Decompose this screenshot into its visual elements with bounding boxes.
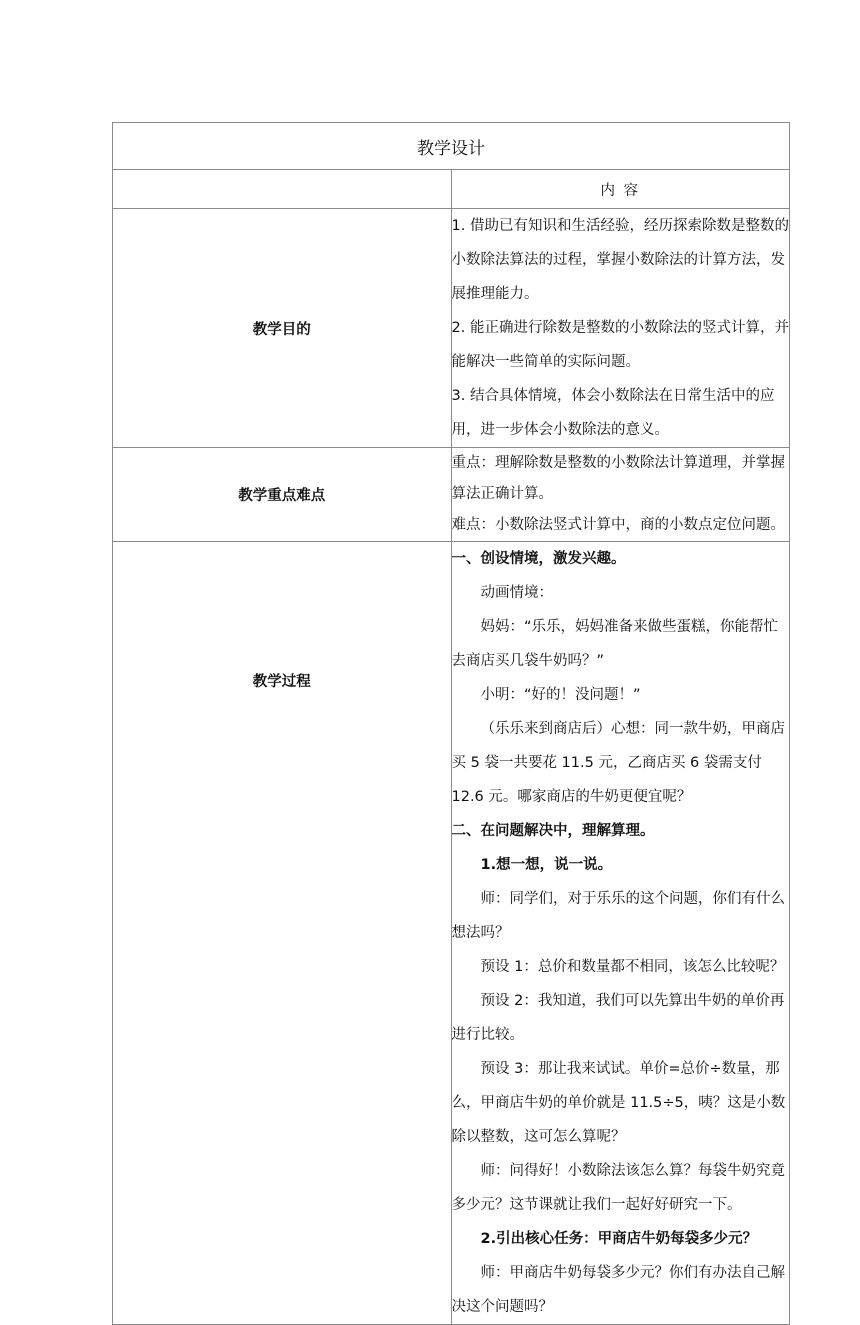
preset-answer: 预设 2：我知道，我们可以先算出牛奶的单价再进行比较。 xyxy=(451,993,785,1043)
difficulty-line: 难点：小数除法竖式计算中，商的小数点定位问题。 xyxy=(451,517,785,533)
table-title: 教学设计 xyxy=(113,123,790,170)
key-points-content xyxy=(451,448,790,542)
key-point-line: 重点：理解除数是整数的小数除法计算道理，并掌握算法正确计算。 xyxy=(451,455,785,502)
teacher-response: 师：问得好！小数除法该怎么算？每袋牛奶究竟多少元？这节课就让我们一起好好研究一下。 xyxy=(451,1163,785,1213)
lesson-plan-table xyxy=(112,122,790,1325)
xiaoming-dialogue: 小明：“好的！没问题！” xyxy=(480,687,641,703)
process-row xyxy=(113,542,790,1325)
header-empty-cell xyxy=(113,170,452,209)
teacher-question: 师：甲商店牛奶每袋多少元？你们有办法自己解决这个问题吗？ xyxy=(451,1265,785,1315)
objectives-label: 教学目的 xyxy=(113,209,452,448)
process-label xyxy=(113,542,452,1325)
process-content xyxy=(451,542,790,1325)
section1-heading: 一、创设情境，激发兴趣。 xyxy=(451,551,626,567)
teacher-question: 师：同学们，对于乐乐的这个问题，你们有什么想法吗？ xyxy=(451,891,785,941)
content-header: 内 容 xyxy=(451,170,790,209)
process-label-text: 教学过程 xyxy=(252,674,311,690)
key-points-row xyxy=(113,448,790,542)
title-row xyxy=(113,123,790,170)
objective-item: 3. 结合具体情境，体会小数除法在日常生活中的应用，进一步体会小数除法的意义。 xyxy=(451,388,775,438)
mom-dialogue: 妈妈：“乐乐，妈妈准备来做些蛋糕，你能帮忙去商店买几袋牛奶吗？” xyxy=(451,619,779,669)
scene-label: 动画情境： xyxy=(480,585,553,601)
section2-heading: 二、在问题解决中，理解算理。 xyxy=(451,823,655,839)
objective-item: 2. 能正确进行除数是整数的小数除法的竖式计算，并能解决一些简单的实际问题。 xyxy=(451,320,789,370)
thought-paragraph: （乐乐来到商店后）心想：同一款牛奶，甲商店买 5 袋一共要花 11.5 元，乙商店买 6 袋需支付 12.6 元。哪家商店的牛奶更便宜呢？ xyxy=(451,721,785,805)
key-points-label: 教学重点难点 xyxy=(113,448,452,542)
preset-answer: 预设 1：总价和数量都不相同，该怎么比较呢？ xyxy=(480,959,785,975)
preset-answer: 预设 3：那让我来试试。单价=总价÷数量，那么，甲商店牛奶的单价就是 11.5÷5，咦？这是小数除以整数，这可怎么算呢？ xyxy=(451,1061,786,1145)
objectives-content xyxy=(451,209,790,448)
header-row xyxy=(113,170,790,209)
objective-item: 1. 借助已有知识和生活经验，经历探索除数是整数的小数除法算法的过程，掌握小数除法的计算方法，发展推理能力。 xyxy=(451,218,789,302)
objectives-row xyxy=(113,209,790,448)
subsection2-heading: 2.引出核心任务：甲商店牛奶每袋多少元？ xyxy=(480,1231,758,1247)
subsection1-heading: 1.想一想，说一说。 xyxy=(480,857,613,873)
